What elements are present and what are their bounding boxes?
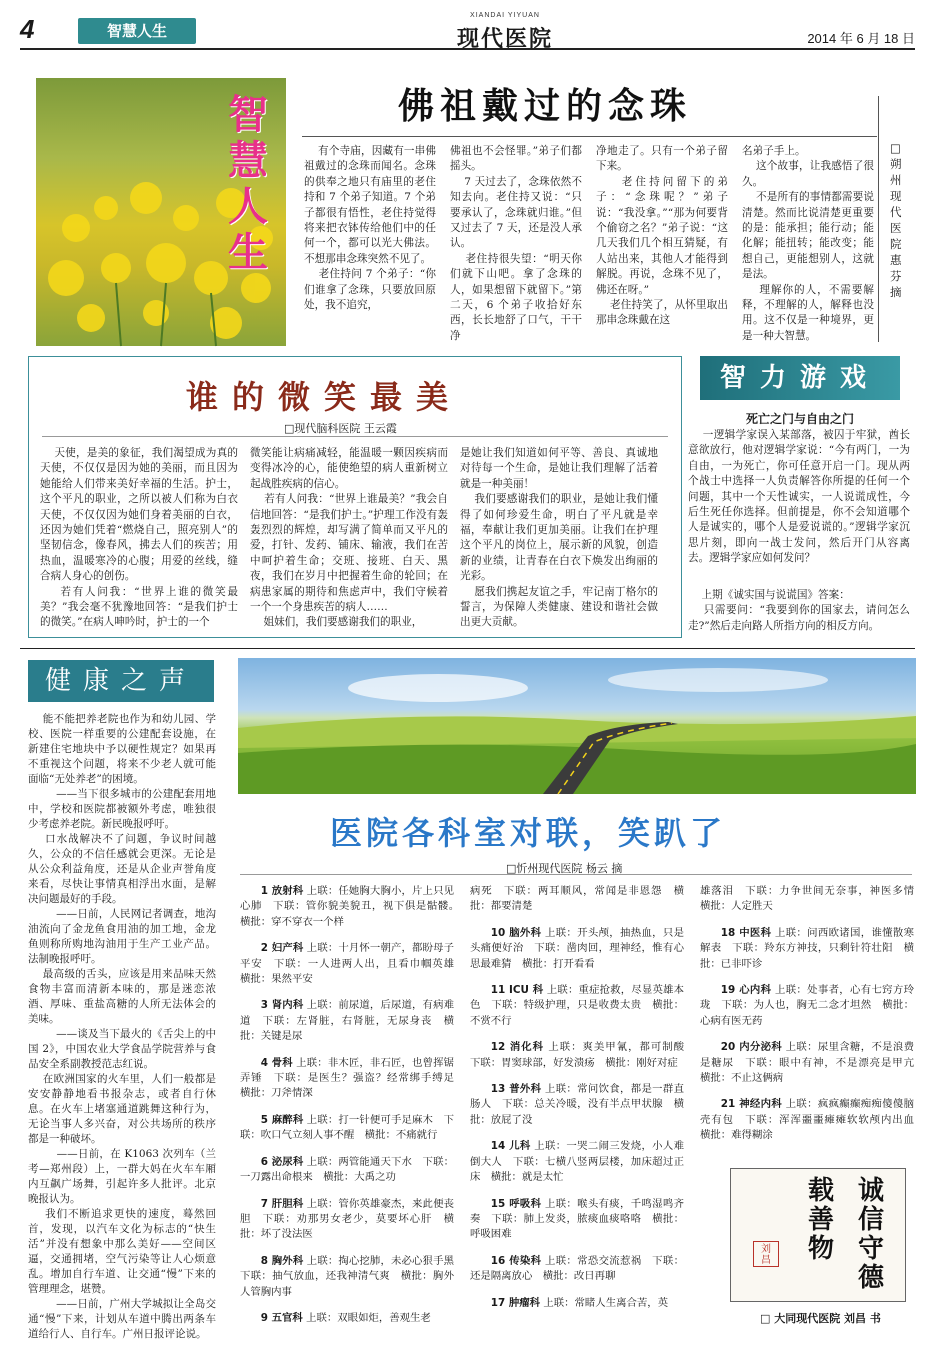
couplet-entry [240,1056,465,1102]
couplet-text: 上联：掏心挖肺，未必心狠手黑 下联：抽气放血，还我神清气爽 横批：胸外人管胸内事 [240,1254,465,1298]
couplet-entry [470,884,684,915]
couplet-department: 16 传染科 [490,1254,542,1267]
couplet-text: 上联：疯疯癫癫痴痴傻傻脑壳有包 下联：浑浑噩噩瘫瘫软软颅内出血 横批：难得糊涂 [700,1098,925,1142]
couplet-text: 上联：尿里含糖，不是浪费是糖尿 下联：眼中有神，不是漂亮是甲亢 横批：不止这俩病 [700,1041,925,1085]
article1-title: 佛祖戴过的念珠 [398,85,693,127]
couplet-department: 14 儿科 [490,1140,531,1153]
couplets-title: 医院各科室对联，笑趴了 [330,814,727,852]
couplet-entry [700,983,914,1029]
article2-col2: 微笑能让病痛减轻，能温暖一颗因疾病而变得冰冷的心，能使绝望的病人重新树立起战胜疾病的信心。 若有人问我：“世界上谁最美？”我会自信地回答：“是我们护士。”护理工作没有轰轰烈烈的辉煌，却写满了简单而又平凡的爱，打针、发药、铺床、输液，我们在苦中呵护着生命；交班、接班、白天、黑夜，我们在岁月中把握着生命的轮回；在病患家属的期待和焦虑声中，我们守候着一个一个身患疾苦的病人…… 姐妹们，我们要感谢我们的职业， [250,447,448,629]
couplet-text: 上联：常睹人生离合苦，英 [543,1296,669,1309]
article2-rule [42,436,668,437]
couplet-text: 病死 下联：两耳顺风，常闻是非恩怨 横批：都要清楚 [470,885,684,913]
article1-col1: 有个寺庙，因藏有一串佛祖戴过的念珠而闻名。念珠的供奉之地只有庙里的老住持和 7 个弟子知道。7 个弟子都很有悟性，老住持觉得将来把衣钵传给他们中的任何一个，都可以光大佛法。不想那串念珠突然不见了。 老住持问 7 个弟子：“你们谁拿了念珠，只要放回原处，我不追究， [304,145,436,312]
article2-col3: 是她让我们知道如何平等、善良、真诚地对待每一个生命，是她让我们理解了活着就是一种美丽！ 我们要感谢我们的职业，是她让我们懂得了如何珍爱生命，明白了平凡就是幸福，奉献让我们更加美丽。让我们在护理这个平凡的岗位上，展示新的风貌，创造新的业绩，让青春在白衣下焕发出绚丽的光彩。 愿我们携起友谊之手，牢记南丁格尔的誓言，为保障人类健康、建设和谐社会做出更大贡献。 [460,447,658,629]
couplet-entry [240,1311,454,1326]
calligraphy-column: 诚 信 守 德 [857,1176,884,1293]
couplets-byline: □忻州现代医院 杨云 摘 [506,862,623,875]
couplet-department: 9 五官科 [260,1311,303,1324]
couplet-department: 5 麻醉科 [260,1113,304,1126]
couplet-department: 3 肾内科 [260,999,304,1012]
couplet-text: 上联：管你英雄豪杰，来此便丧胆 下联：劝那男女老少，莫要坏心肝 横批：坏了没法医 [240,1197,454,1241]
couplet-entry [470,1139,684,1185]
rapeseed-photo [36,78,286,346]
masthead [20,12,915,50]
couplet-department: 20 内分泌科 [720,1041,783,1054]
couplet-department: 6 泌尿科 [260,1155,304,1168]
couplet-entry [470,1040,695,1071]
couplet-text: 上联：打一针便可手足麻木 下联：吹口气立刻人事不醒 横批：不痛就行 [240,1113,454,1142]
couplet-department: 12 消化科 [490,1041,545,1054]
health-body: 能不能把养老院也作为和幼儿园、学校、医院一样重要的公建配套设施，在新建住宅地块中予以硬性规定？如果再不重视这个问题，将来不少老人就可能面临“无处养老”的困境。 ——当下很多城市的公建配套用地中，学校和医院都被额外考虑，唯独很少考虑养老院。新民晚报呼吁。 口水战解决不了问题，争议时间越久，公众的不信任感就会更深。无论是从公众利益角度，还是从企业声誉角度来看，尽快让事情真相浮出水面，是解决问题最好的手段。 ——日前，人民网记者调查，地沟油流向了金龙鱼食用油的加工地，金龙鱼则称所购地沟油用于生产工业产品。法制晚报呼吁。 最高级的舌头，应该是用来品味天然食物丰富而清新本味的，那是迷恋浓酒、厚味、重盐高糖的人所无法体会的美味。 ——谈及当下最火的《舌尖上的中国 2》，中国农业大学食品学院营养与食品安全系副教授范志红说。 在欧洲国家的火车里，人们一般都是安安静静地看书报杂志，或者自行休息。在火车上堵塞通道跳舞这种行为，无论当事人多兴奋，对公共场所的秩序都是一种破坏。 ——日前，在 K1063 次列车（兰考—郑州段）上，一群大妈在火车车厢内互飙广场舞，引起许多人批评。北京晚报认为。 我们不断追求更快的速度，蓦然回首，发现，以汽车文化为标志的“快生活”并没有想象中那么美好——空间区逼，交通拥堵，空气污染等让人心烦意乱。增加自行车道、让交通“慢”下来的管理理念，堪赞。 ——日前，广州大学城拟让全岛交通“慢”下来，计划从车道中腾出两条车道给行人、自行车。广州日报评论说。 [28,713,217,1340]
couplet-text: 上联：开头颅，抽热血，只是头痛便好治 下联：凿肉回，理神经，惟有心思最难猜 横批：打开看看 [470,926,685,970]
couplet-entry [700,884,925,915]
couplet-text: 上联：一哭二闹三发烧，小人难倒大人 下联：七横八竖两层楼，加床超过正床 横批：就是太忙 [470,1140,685,1184]
couplet-text: 雄落泪 下联：力争世间无奈事，神医多情 横批：人定胜天 [700,885,925,913]
article1-col3: 净地走了。只有一个弟子留下来。 老住持问留下的弟子：“念珠呢？”弟子说：“我没拿。”“那为何要背个偷窃之名？”弟子说：“这几天我们几个相互猜疑，有人站出来，其他人才能得到解脱。再说，念珠不见了，佛还在呀。” 老住持笑了，从怀里取出那串念珠戴在这 [596,145,728,327]
couplet-department: 18 中医科 [720,926,772,939]
couplet-text: 上联：常问饮食，都是一群直肠人 下联：总关冷暖，没有半点甲状腺 横批：放屁了没 [470,1083,685,1126]
couplet-text: 上联：重症抢救，尽显英雄本色 下联：特级护理，只是收费太贵 横批：不赏不行 [470,984,685,1027]
health-header: 健康之声 [28,660,214,702]
couplet-entry [240,884,465,930]
couplets-rule [240,874,912,875]
couplets-col2 [470,884,695,1338]
couplet-department: 13 普外科 [490,1083,542,1096]
calligraphy-credit: □ 大同现代医院 刘昌 书 [760,1312,881,1325]
couplet-department: 1 放射科 [260,885,304,897]
couplet-text: 上联：常恐交流惹祸 下联：还是隔离放心 横批：改日再聊 [470,1254,685,1283]
road-illustration [238,658,916,794]
logo-english: XIANDAI YIYUAN [470,12,540,19]
section-divider [20,648,915,649]
issue-date: 2014 年 6 月 18 日 [807,31,915,46]
page-number: 4 [20,14,35,44]
couplet-text: 上联：爽美甲氰，都可制酸 下联：胃窦球部，好发溃疡 横批：刚好对症 [470,1041,695,1069]
calligraphy-artwork [739,1177,899,1295]
puzzle-body: 一逻辑学家误入某部落，被囚于牢狱，酋长意欲放行，他对逻辑学家说：“今有两门，一为自由，一为死亡，你可任意开启一门。现从两个战士中选择一人负责解答你所提的任何一个问题，其中一个天性诚实，一人说谎成性，今后生死任你选择。但前提是，你不会知道哪个人是诚实的，哪个人是爱说谎的。”逻辑学家沉思片刻，即向一战士发问，然后开门从容离去。逻辑学家应如何发问？ [688,429,910,565]
article2-col1: 天使，是美的象征，我们渴望成为真的天使，不仅仅是因为她的美丽，而且因为她能给人们带来美好幸福的生活。护士，这个平凡的职业，之所以被人们称为白衣天使，不仅仅因为她们身着美丽的白衣，还因为她们凭着“燃烧自己，照亮别人”的坚韧信念，像春风，拂去人们的疾苦；用热血，温暖寒冷的心腹；用爱的丝线，缝合病人身心的创伤。 若有人问我：“世界上谁的微笑最美？”我会毫不犹豫地回答：“是我们护士的微笑。”在病人呻吟时，护士的一个 [40,447,238,629]
couplet-text: 上联：双眼如炬，善观生老 [306,1311,431,1324]
couplet-department: 15 呼吸科 [490,1197,542,1210]
couplet-entry [470,983,684,1029]
couplet-text: 上联：两管能通天下水 下联：一刀露出命根来 横批：大禹之功 [240,1155,454,1184]
photo-vertical-title: 智慧人生 [228,92,268,276]
couplet-entry [470,1082,684,1128]
couplet-department: 8 胸外科 [260,1254,304,1267]
couplets-col1 [240,884,465,1338]
couplet-entry [470,1254,684,1285]
couplet-entry [700,1040,925,1086]
puzzle-header: 智力游戏 [700,356,900,400]
couplet-text: 上联：非木匠，非石匠，也曾挥锯弄锤 下联：是医生？强盗？经常绑手缚足 横批：刀斧情深 [240,1056,465,1100]
couplet-department: 11 ICU 科 [490,984,544,997]
article1-byline: □朔州现代医院 惠芬 摘 [890,141,902,299]
couplet-entry [240,1155,454,1186]
couplet-entry [240,941,465,987]
article1-col4: 名弟子手上。 这个故事，让我感悟了很久。 不是所有的事情都需要说清楚。然而比说清楚更重要的是：能承担；能行动；能化解；能扭转；能改变；能想自己，更能想别人，这就是法。 理解你的人，不需要解释，不理解的人，解释也没用。这不仅是一种境界，更是一种大智慧。 [742,145,874,342]
couplet-department: 4 骨科 [260,1056,293,1069]
couplet-entry [240,998,454,1044]
couplet-text: 上联：处事者，心有七窍方玲珑 下联：为人也，胸无二念才坦然 横批：心病有医无药 [700,984,915,1027]
couplet-entry [240,1197,454,1243]
article1-title-rule [302,136,877,137]
calligraphy-column: 载 善 物 [807,1176,834,1264]
calligraphy-seal: 刘 昌 [753,1241,779,1267]
couplet-department: 17 肿瘤科 [490,1296,541,1309]
couplet-department: 21 神经内科 [720,1098,783,1111]
newspaper-logo: 现代医院 [456,26,553,52]
couplet-text: 上联：前尿道，后尿道，有病难道 下联：左肾脏，右肾脏，无尿身丧 横批：关键是尿 [240,999,454,1043]
calligraphy-frame [730,1168,906,1302]
puzzle-title: 死亡之门与自由之门 [745,412,854,426]
couplet-entry [240,1113,454,1144]
article2-title: 谁的微笑最美 [186,378,463,416]
column-label: 智慧人生 [78,18,196,44]
article1-side-rule [878,96,879,342]
couplet-department: 2 妇产科 [260,942,304,955]
couplet-text: 上联：问西欧诸国，谁懂散寒解表 下联：羚东方神技，只剩针符壮阳 横批：已非吓诊 [700,926,915,970]
couplet-entry [700,1097,925,1143]
couplet-entry [700,926,914,972]
couplet-department: 19 心内科 [720,984,772,997]
puzzle-answer: 上期《诚实国与说谎国》答案： 只需要问：“我要到你的国家去，请问怎么走?”然后走向路人所指方向的相反方向。 [688,589,910,632]
couplet-department: 7 肝胆科 [260,1197,304,1210]
couplet-text: 上联：十月怀一朝产，都盼母子平安 下联：一人进两人出，且看巾帼英雄 横批：果然平安 [240,942,465,986]
article1-col2: 佛祖也不会怪罪。”弟子们都摇头。 7 天过去了，念珠依然不知去向。老住持又说：“只要承认了，念珠就归谁。”但又过去了 7 天，还是没人承认。 老住持很失望：“明天你们就下山吧。拿了念珠的人，如果想留下就留下。”第二天，6 个弟子收拾好东西，长长地舒了口气，干干净 [450,145,582,342]
couplet-department: 10 脑外科 [490,926,542,939]
couplet-text: 上联：任她胸大胸小，片上只见心肺 下联：管你貌美貌丑，视下俱是骷髅。 横批：穿不穿衣一个样 [240,885,465,928]
couplets-col3 [700,884,925,1146]
couplet-entry [470,926,684,972]
couplet-text: 上联：喉头有痰，千鸣湿鸣齐奏 下联：肺上发炎，脓痰血痰咯咯 横批：呼吸困难 [470,1197,685,1241]
couplet-entry [470,1197,684,1243]
couplet-entry [470,1296,684,1311]
road-photo [238,658,916,794]
article2-byline: □现代脑科医院 王云霞 [284,422,397,435]
couplet-entry [240,1254,465,1300]
